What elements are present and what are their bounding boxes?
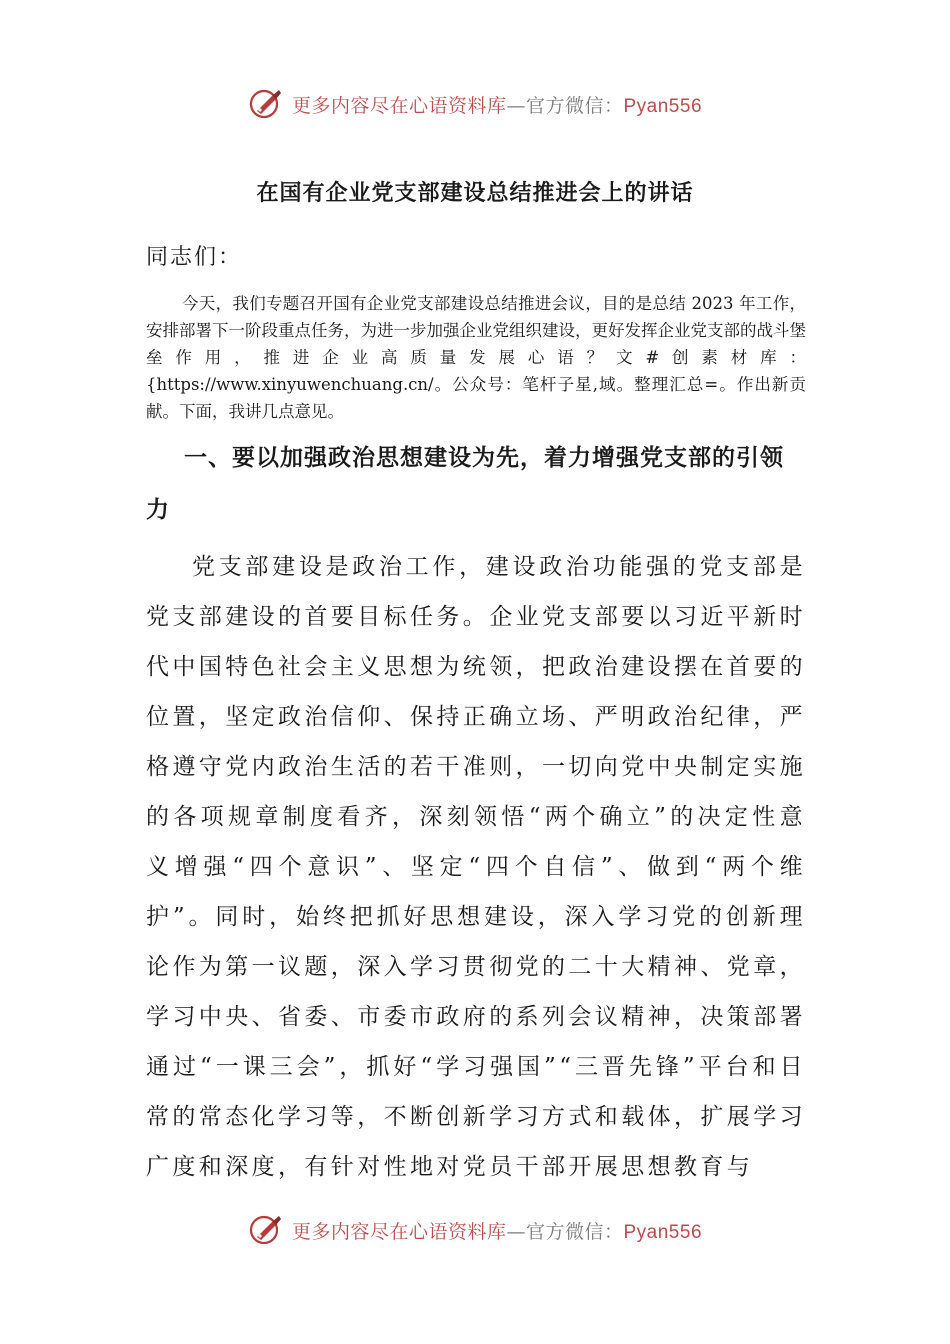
header-banner-text bbox=[292, 91, 702, 118]
banner-official-label: —官方微信： bbox=[506, 1220, 624, 1243]
footer-banner bbox=[0, 1208, 950, 1252]
banner-official-label: —官方微信： bbox=[506, 94, 624, 117]
pen-logo-icon bbox=[248, 1212, 284, 1248]
section-1-body: 党支部建设是政治工作，建设政治功能强的党支部是党支部建设的首要目标任务。企业党支部要以习近平新时代中国特色社会主义思想为统领，把政治建设摆在首要的位置，坚定政治信仰、保持正确立场、严明政治纪律，严格遵守党内政治生活的若干准则，一切向党中央制定实施的各项规章制度看齐，深刻领悟“两个确立”的决定性意义增强“四个意识”、坚定“四个自信”、做到“两个维护”。同时，始终把抓好思想建设，深入学习党的创新理论作为第一议题，深入学习贯彻党的二十大精神、党章，学习中央、省委、市委市政府的系列会议精神，决策部署通过“一课三会”，抓好“学习强国”“三晋先锋”平台和日常的常态化学习等，不断创新学习方式和载体，扩展学习广度和深度，有针对性地对党员干部开展思想教育与 bbox=[146, 554, 806, 1180]
footer-banner-text bbox=[292, 1217, 702, 1244]
pen-logo-icon bbox=[248, 86, 284, 122]
banner-wechat-id: Pyan556 bbox=[623, 1221, 703, 1243]
document-title: 在国有企业党支部建设总结推进会上的讲话 bbox=[256, 180, 694, 206]
section-1-heading: 一、要以加强政治思想建设为先，着力增强党支部的引领力 bbox=[146, 444, 784, 523]
header-banner bbox=[0, 82, 950, 126]
intro-paragraph: 今天，我们专题召开国有企业党支部建设总结推进会议，目的是总结 2023 年工作，安排部署下一阶段重点任务，为进一步加强企业党组织建设，更好发挥企业党支部的战斗堡垒作用，推进企业高质量发展心语？文#创素材库：{https://www.xinyuwenchuang.cn/。公众号：笔杆子星,域。整理汇总=。作出新贡献。下面，我讲几点意见。 bbox=[146, 294, 806, 421]
banner-slogan: 更多内容尽在心语资料库 bbox=[291, 1220, 507, 1243]
banner-wechat-id: Pyan556 bbox=[623, 95, 703, 117]
banner-slogan: 更多内容尽在心语资料库 bbox=[291, 94, 507, 117]
salutation: 同志们： bbox=[146, 245, 243, 270]
